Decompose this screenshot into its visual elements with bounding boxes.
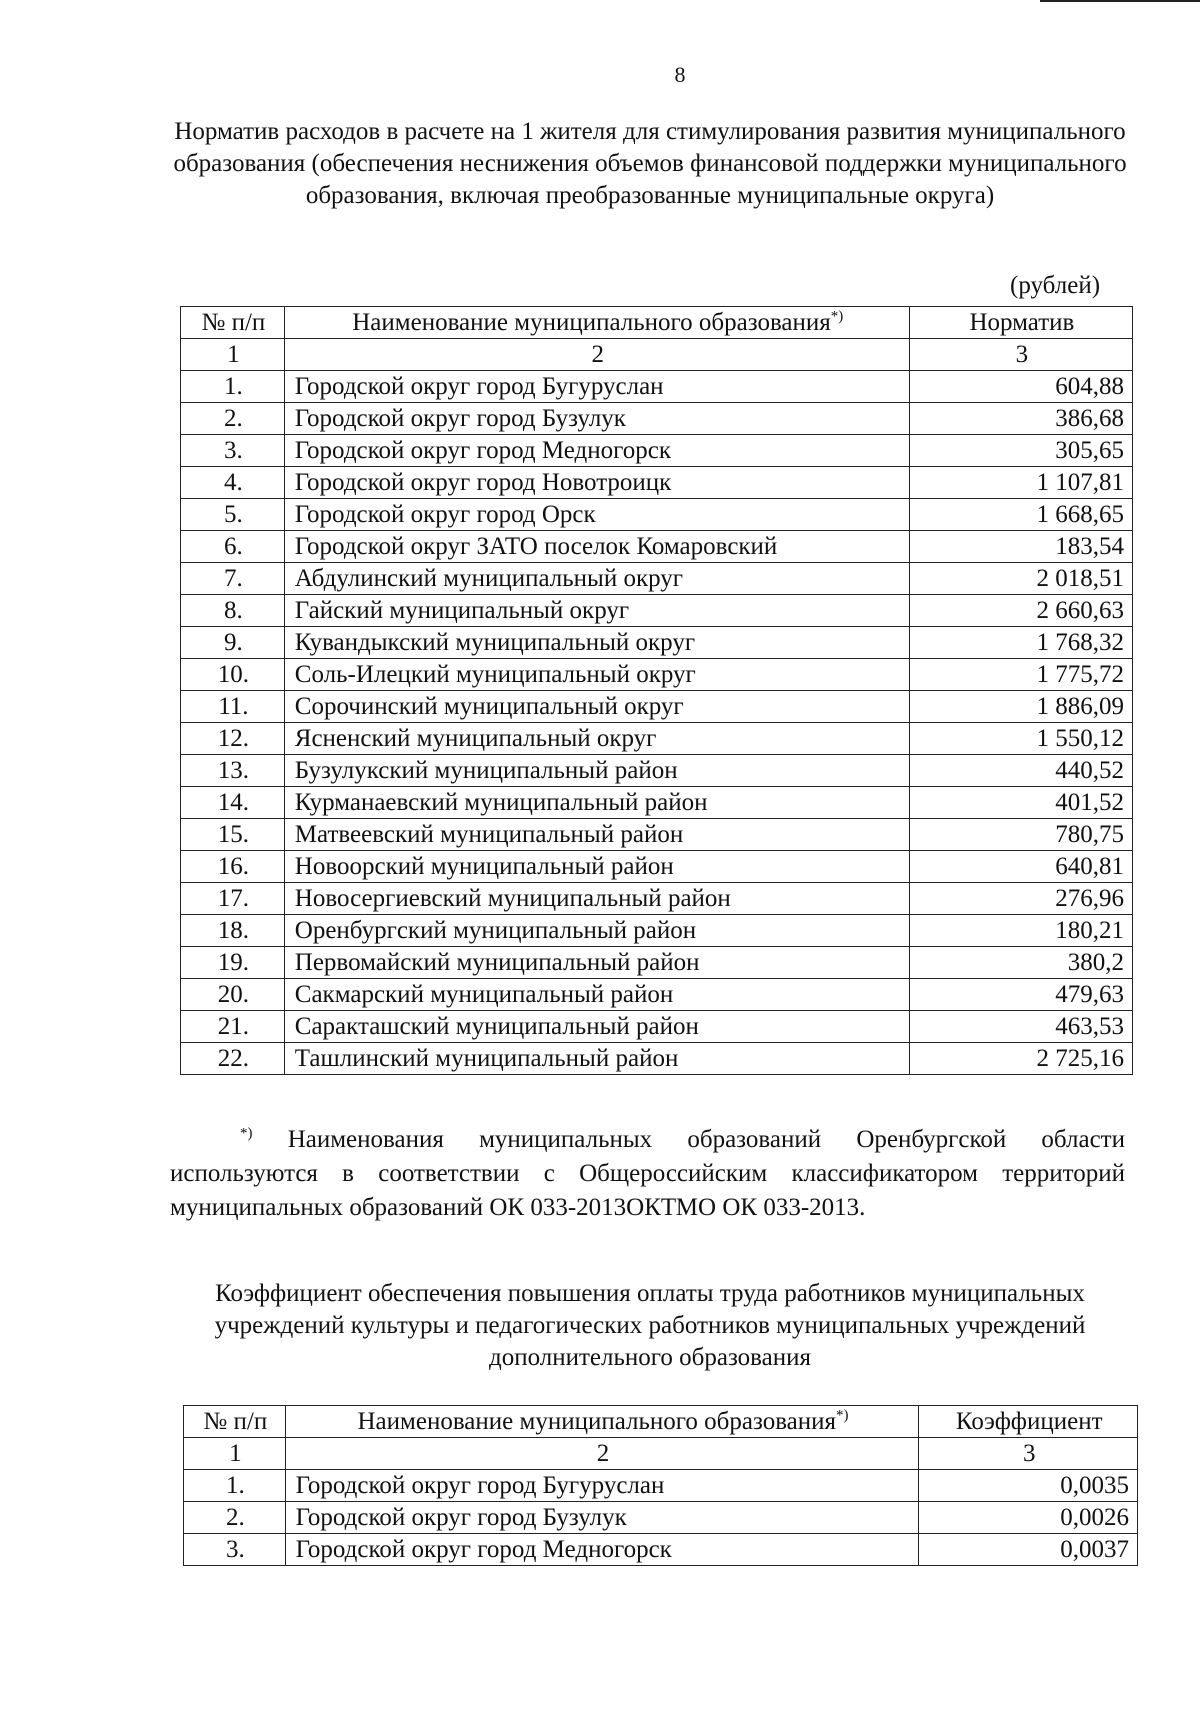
col-number-1: 1 <box>181 339 285 371</box>
row-number: 20. <box>181 979 285 1011</box>
row-value: 1 107,81 <box>909 467 1132 499</box>
table-row <box>181 563 1133 595</box>
section1-title: Норматив расходов в расчете на 1 жителя для стимулирования развития муниципального образования (обеспечения неснижения объемов финансовой поддержки муниципального образования, включая преобразованные муниципальные округа) <box>173 118 1127 209</box>
normative-table <box>180 306 1133 1075</box>
row-number: 19. <box>181 947 285 979</box>
row-number: 3. <box>181 435 285 467</box>
table-header-row <box>181 307 1133 339</box>
coefficient-table <box>183 1405 1138 1566</box>
row-value: 386,68 <box>909 403 1132 435</box>
table-row <box>181 659 1133 691</box>
row-value: 604,88 <box>909 371 1132 403</box>
row-number: 11. <box>181 691 285 723</box>
header-value: Коэффициент <box>919 1406 1138 1438</box>
row-value: 463,53 <box>909 1011 1132 1043</box>
col-number-3: 3 <box>909 339 1132 371</box>
row-number: 10. <box>181 659 285 691</box>
row-value: 183,54 <box>909 531 1132 563</box>
table-row <box>181 787 1133 819</box>
municipality-name: Сорочинский муниципальный округ <box>284 691 909 723</box>
row-value: 640,81 <box>909 851 1132 883</box>
table-row <box>181 883 1133 915</box>
table-row <box>181 819 1133 851</box>
table-row <box>181 915 1133 947</box>
units-label: (рублей) <box>1010 272 1101 299</box>
row-number: 3. <box>184 1534 286 1566</box>
municipality-name: Бузулукский муниципальный район <box>284 755 909 787</box>
col-number-1: 1 <box>184 1438 286 1470</box>
row-value: 276,96 <box>909 883 1132 915</box>
row-value: 1 550,12 <box>909 723 1132 755</box>
row-number: 4. <box>181 467 285 499</box>
municipality-name: Сакмарский муниципальный район <box>284 979 909 1011</box>
row-number: 7. <box>181 563 285 595</box>
municipality-name: Оренбургский муниципальный район <box>284 915 909 947</box>
municipality-name: Абдулинский муниципальный округ <box>284 563 909 595</box>
row-number: 22. <box>181 1043 285 1075</box>
row-value: 2 725,16 <box>909 1043 1132 1075</box>
table-row <box>181 723 1133 755</box>
col-number-2: 2 <box>284 339 909 371</box>
header-value: Норматив <box>909 307 1132 339</box>
row-number: 17. <box>181 883 285 915</box>
municipality-name: Курманаевский муниципальный район <box>284 787 909 819</box>
table-header-row <box>184 1406 1138 1438</box>
row-value: 305,65 <box>909 435 1132 467</box>
row-value: 380,2 <box>909 947 1132 979</box>
municipality-name: Городской округ город Бугуруслан <box>284 371 909 403</box>
row-number: 16. <box>181 851 285 883</box>
table-row <box>181 947 1133 979</box>
page-number: 8 <box>674 62 686 87</box>
row-value: 180,21 <box>909 915 1132 947</box>
municipality-name: Ясненский муниципальный округ <box>284 723 909 755</box>
row-value: 1 886,09 <box>909 691 1132 723</box>
row-number: 14. <box>181 787 285 819</box>
row-value: 2 660,63 <box>909 595 1132 627</box>
row-number: 9. <box>181 627 285 659</box>
table-row <box>184 1470 1138 1502</box>
municipality-name: Саракташский муниципальный район <box>284 1011 909 1043</box>
column-number-row <box>181 339 1133 371</box>
table-row <box>181 1043 1133 1075</box>
footnote <box>170 1123 1125 1225</box>
row-number: 1. <box>184 1470 286 1502</box>
row-value: 2 018,51 <box>909 563 1132 595</box>
municipality-name: Городской округ город Медногорск <box>285 1534 919 1566</box>
table-row <box>181 371 1133 403</box>
municipality-name: Городской округ город Бузулук <box>284 403 909 435</box>
row-value: 440,52 <box>909 755 1132 787</box>
footnote-text: Наименования муниципальных образований Оренбургской области используются в соответствии с Общероссийским классификатором территорий муниципальных образований ОК 033-2013ОКТМО ОК 033-2013. <box>170 1126 1125 1221</box>
table-row <box>181 435 1133 467</box>
col-number-3: 3 <box>919 1438 1138 1470</box>
municipality-name: Новосергиевский муниципальный район <box>284 883 909 915</box>
row-number: 2. <box>184 1502 286 1534</box>
header-num: № п/п <box>184 1406 286 1438</box>
municipality-name: Ташлинский муниципальный район <box>284 1043 909 1075</box>
row-number: 5. <box>181 499 285 531</box>
municipality-name: Городской округ город Новотроицк <box>284 467 909 499</box>
table-row <box>181 467 1133 499</box>
table-row <box>184 1534 1138 1566</box>
table-row <box>181 627 1133 659</box>
header-num: № п/п <box>181 307 285 339</box>
municipality-name: Городской округ ЗАТО поселок Комаровский <box>284 531 909 563</box>
municipality-name: Новоорский муниципальный район <box>284 851 909 883</box>
row-value: 1 668,65 <box>909 499 1132 531</box>
row-value: 780,75 <box>909 819 1132 851</box>
row-value: 0,0035 <box>919 1470 1138 1502</box>
column-number-row <box>184 1438 1138 1470</box>
row-number: 13. <box>181 755 285 787</box>
row-value: 479,63 <box>909 979 1132 1011</box>
municipality-name: Соль-Илецкий муниципальный округ <box>284 659 909 691</box>
table-row <box>181 531 1133 563</box>
row-number: 18. <box>181 915 285 947</box>
table-row <box>181 499 1133 531</box>
municipality-name: Городской округ город Бугуруслан <box>285 1470 919 1502</box>
row-number: 21. <box>181 1011 285 1043</box>
header-name: Наименование муниципального образования*) <box>285 1406 919 1438</box>
col-number-2: 2 <box>285 1438 919 1470</box>
section2-title: Коэффициент обеспечения повышения оплаты труда работников муниципальных учреждений культуры и педагогических работников муниципальных учреждений дополнительного образования <box>214 1280 1086 1371</box>
table-row <box>181 979 1133 1011</box>
table-row <box>181 1011 1133 1043</box>
municipality-name: Гайский муниципальный округ <box>284 595 909 627</box>
row-number: 12. <box>181 723 285 755</box>
table-row <box>181 403 1133 435</box>
table-row <box>184 1502 1138 1534</box>
table-row <box>181 755 1133 787</box>
municipality-name: Матвеевский муниципальный район <box>284 819 909 851</box>
row-value: 0,0037 <box>919 1534 1138 1566</box>
municipality-name: Городской округ город Бузулук <box>285 1502 919 1534</box>
table-row <box>181 851 1133 883</box>
header-name: Наименование муниципального образования*) <box>284 307 909 339</box>
row-value: 0,0026 <box>919 1502 1138 1534</box>
municipality-name: Первомайский муниципальный район <box>284 947 909 979</box>
row-value: 401,52 <box>909 787 1132 819</box>
row-number: 8. <box>181 595 285 627</box>
row-value: 1 768,32 <box>909 627 1132 659</box>
municipality-name: Городской округ город Орск <box>284 499 909 531</box>
row-number: 6. <box>181 531 285 563</box>
table-row <box>181 691 1133 723</box>
municipality-name: Городской округ город Медногорск <box>284 435 909 467</box>
row-value: 1 775,72 <box>909 659 1132 691</box>
municipality-name: Кувандыкский муниципальный округ <box>284 627 909 659</box>
row-number: 1. <box>181 371 285 403</box>
top-edge-rule <box>1040 0 1200 2</box>
table-row <box>181 595 1133 627</box>
footnote-mark: *) <box>240 1125 253 1142</box>
row-number: 15. <box>181 819 285 851</box>
row-number: 2. <box>181 403 285 435</box>
